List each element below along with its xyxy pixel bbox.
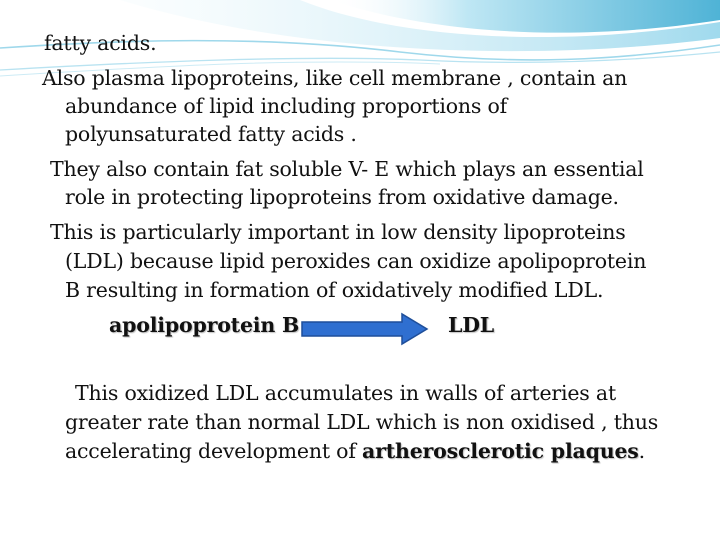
conversion-from-label: apolipoprotein B xyxy=(109,313,300,337)
text-line-prefix: accelerating development of xyxy=(65,439,363,463)
emphasized-term: artherosclerotic plaques xyxy=(362,439,639,463)
conversion-to-label: LDL xyxy=(448,313,495,337)
text-line: Also plasma lipoproteins, like cell membrane , contain an xyxy=(42,66,628,90)
text-line: This oxidized LDL accumulates in walls of arteries at xyxy=(75,381,616,405)
text-line: (LDL) because lipid peroxides can oxidize apolipoprotein xyxy=(65,249,647,273)
text-line: They also contain fat soluble V- E which plays an essential xyxy=(50,157,644,181)
text-line: abundance of lipid including proportions of xyxy=(65,94,508,118)
text-line: This is particularly important in low density lipoproteins xyxy=(50,220,626,244)
text-line: polyunsaturated fatty acids . xyxy=(65,122,357,146)
text-line: greater rate than normal LDL which is non oxidised , thus xyxy=(65,410,659,434)
text-line: B resulting in formation of oxidatively modified LDL. xyxy=(65,278,604,302)
text-line: fatty acids. xyxy=(44,31,157,55)
text-line: role in protecting lipoproteins from oxidative damage. xyxy=(65,185,619,209)
text-line-suffix: . xyxy=(638,439,645,463)
right-arrow-icon xyxy=(300,312,430,346)
text-line xyxy=(65,439,645,463)
